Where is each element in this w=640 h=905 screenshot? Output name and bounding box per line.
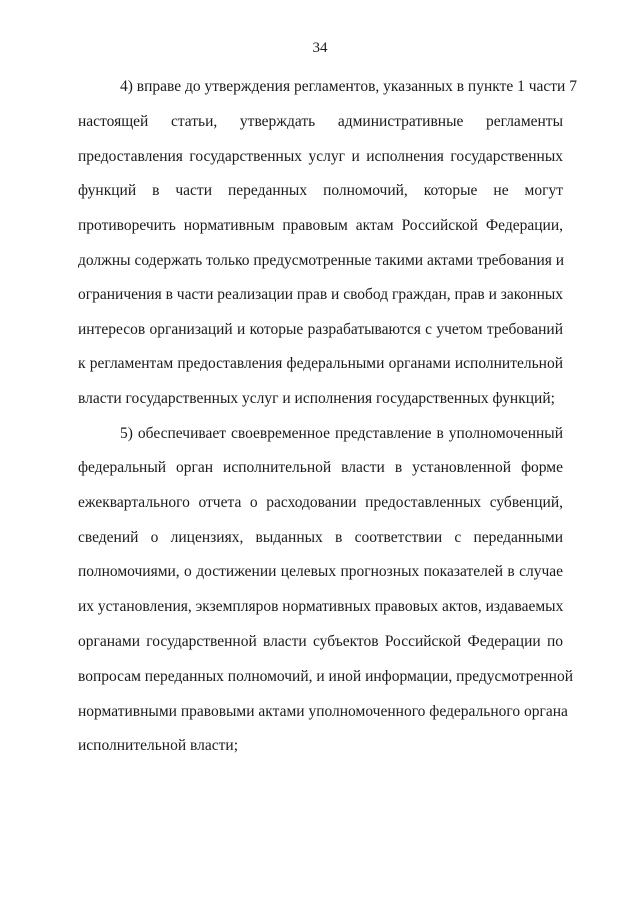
page-number: 34 [312, 40, 328, 56]
paragraph-5-line: органами государственной власти субъектов Российской Федерации по [78, 633, 563, 650]
paragraph-4-line: 4) вправе до утверждения регламентов, указанных в пункте 1 части 7 [120, 78, 577, 95]
paragraph-5-line: их установления, экземпляров нормативных правовых актов, издаваемых [78, 598, 564, 615]
paragraph-4-line: должны содержать только предусмотренные такими актами требования и [78, 252, 565, 269]
paragraph-5-line: ежеквартального отчета о расходовании предоставленных субвенций, [78, 494, 563, 511]
paragraph-5-line: федеральный орган исполнительной власти в установленной форме [78, 459, 563, 476]
paragraph-4-line: настоящей статьи, утверждать административные регламенты [78, 113, 563, 130]
paragraph-5-line: 5) обеспечивает своевременное представление в уполномоченный [120, 425, 563, 442]
paragraph-5-line: вопросам переданных полномочий, и иной информации, предусмотренной [78, 668, 574, 685]
paragraph-5-line: сведений о лицензиях, выданных в соответствии с переданными [78, 529, 563, 546]
paragraph-5-line: исполнительной власти; [78, 737, 238, 754]
paragraph-4-line: ограничения в части реализации прав и свобод граждан, прав и законных [78, 286, 564, 303]
paragraph-4-line: предоставления государственных услуг и исполнения государственных [78, 148, 563, 165]
paragraph-4-line: власти государственных услуг и исполнения государственных функций; [78, 390, 555, 407]
paragraph-4-line: противоречить нормативным правовым актам Российской Федерации, [78, 217, 563, 234]
paragraph-5-line: полномочиями, о достижении целевых прогнозных показателей в случае [78, 563, 563, 580]
paragraph-4-line: к регламентам предоставления федеральными органами исполнительной [78, 355, 563, 372]
paragraph-5-line: нормативными правовыми актами уполномоченного федерального органа [78, 703, 568, 720]
paragraph-4-line: функций в части переданных полномочий, которые не могут [78, 182, 563, 199]
paragraph-4-line: интересов организаций и которые разрабатываются с учетом требований [78, 321, 563, 338]
